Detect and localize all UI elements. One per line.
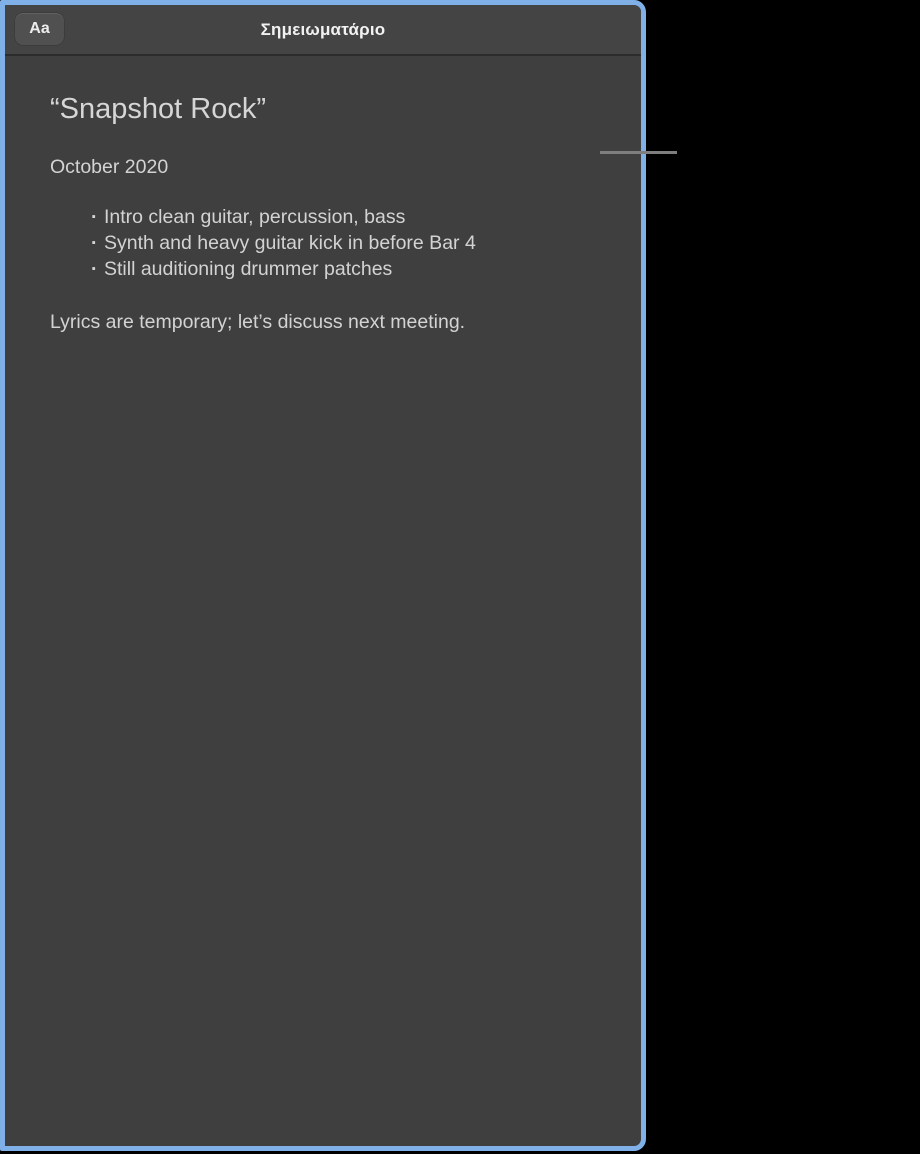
notepad-header — [5, 5, 641, 56]
list-item-text: Still auditioning drummer patches — [104, 258, 393, 280]
list-item-text: Intro clean guitar, percussion, bass — [104, 206, 406, 228]
callout-pointer-line — [600, 151, 677, 154]
list-item — [50, 230, 601, 256]
note-heading: “Snapshot Rock” — [50, 93, 266, 125]
list-item-text: Synth and heavy guitar kick in before Bar 4 — [104, 232, 476, 254]
note-text-area[interactable] — [5, 56, 641, 335]
bullet-icon: · — [91, 258, 98, 280]
text-format-button[interactable]: Aa — [15, 13, 64, 45]
bullet-icon: · — [91, 232, 98, 254]
note-bullet-list — [50, 204, 601, 282]
bullet-icon: · — [91, 206, 98, 228]
notepad-title: Σημειωματάριο — [260, 19, 386, 39]
list-item — [50, 204, 601, 230]
note-date: October 2020 — [50, 156, 169, 178]
note-footer: Lyrics are temporary; let’s discuss next meeting. — [50, 311, 466, 333]
list-item — [50, 256, 601, 282]
